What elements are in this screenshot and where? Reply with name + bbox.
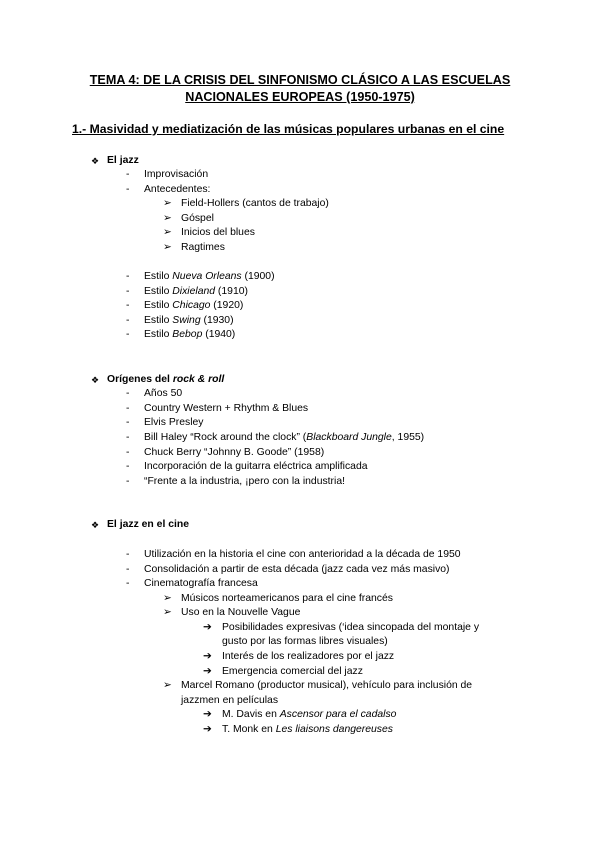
triangle-bullet-icon: ➢ [163, 607, 172, 618]
arrow-bullet-icon: ➔ [203, 651, 212, 662]
style-name: Swing [172, 315, 201, 326]
rock-item: “Frente a la industria, ¡pero con la industria! [144, 476, 345, 487]
rock-heading [107, 373, 224, 386]
jazz-heading: El jazz [107, 155, 139, 166]
francesa-item: Marcel Romano (productor musical), vehículo para inclusión de [181, 680, 473, 691]
dash-bullet: - [126, 286, 130, 297]
rock-item: Elvis Presley [144, 417, 204, 428]
dash-bullet: - [126, 549, 130, 560]
document-title [60, 72, 540, 106]
style-prefix: Estilo [144, 271, 173, 282]
dash-bullet: - [126, 417, 130, 428]
jazz-style-item [144, 285, 248, 298]
dash-bullet: - [126, 564, 130, 575]
cine-item: Utilización en la historia el cine con anterioridad a la década de 1950 [144, 549, 461, 560]
jazz-style-item [144, 299, 243, 312]
dash-bullet: - [126, 315, 130, 326]
cine-item: Consolidación a partir de esta década (jazz cada vez más masivo) [144, 564, 450, 575]
dash-bullet: - [126, 300, 130, 311]
style-year: (1900) [241, 271, 275, 282]
dash-bullet: - [126, 476, 130, 487]
arrow-bullet-icon: ➔ [203, 724, 212, 735]
jazz-style-item [144, 314, 234, 327]
rock-item: Country Western + Rhythm & Blues [144, 403, 309, 414]
triangle-bullet-icon: ➢ [163, 680, 172, 691]
style-prefix: Estilo [144, 329, 173, 340]
dash-bullet: - [126, 432, 130, 443]
dash-bullet: - [126, 578, 130, 589]
francesa-item: Músicos norteamericanos para el cine francés [181, 593, 393, 604]
nouvelle-vague-item: Interés de los realizadores por el jazz [222, 651, 395, 662]
jazz-item-improvisacion: Improvisación [144, 169, 209, 180]
diamond-bullet-icon: ❖ [91, 375, 100, 385]
title-line-1: TEMA 4: DE LA CRISIS DEL SINFONISMO CLÁSICO A LAS ESCUELAS [89, 73, 511, 87]
style-name: Dixieland [172, 286, 216, 297]
francesa-item: Uso en la Nouvelle Vague [181, 607, 301, 618]
monk-prefix: T. Monk en [222, 724, 276, 735]
antecedente-item: Inicios del blues [181, 227, 255, 238]
rock-item: Chuck Berry “Johnny B. Goode” (1958) [144, 447, 325, 458]
romano-item-davis [222, 708, 396, 721]
arrow-bullet-icon: ➔ [203, 622, 212, 633]
rock-item: Años 50 [144, 388, 183, 399]
haley-suffix: , 1955) [391, 432, 425, 443]
style-name: Bebop [172, 329, 203, 340]
triangle-bullet-icon: ➢ [163, 227, 172, 238]
nouvelle-vague-item-cont: gusto por las formas libres visuales) [222, 636, 388, 647]
dash-bullet: - [126, 447, 130, 458]
davis-prefix: M. Davis en [222, 709, 280, 720]
dash-bullet: - [126, 184, 130, 195]
style-year: (1940) [202, 329, 236, 340]
cine-item: Cinematografía francesa [144, 578, 258, 589]
style-prefix: Estilo [144, 315, 173, 326]
triangle-bullet-icon: ➢ [163, 593, 172, 604]
style-year: (1910) [215, 286, 248, 297]
style-prefix: Estilo [144, 286, 173, 297]
monk-film: Les liaisons dangereuses [275, 724, 393, 735]
cine-heading: El jazz en el cine [107, 519, 190, 530]
arrow-bullet-icon: ➔ [203, 666, 212, 677]
dash-bullet: - [126, 329, 130, 340]
rock-item-haley [144, 431, 424, 444]
dash-bullet: - [126, 169, 130, 180]
antecedente-item: Ragtimes [181, 242, 225, 253]
style-prefix: Estilo [144, 300, 173, 311]
jazz-style-item [144, 328, 235, 341]
antecedente-item: Field-Hollers (cantos de trabajo) [181, 198, 329, 209]
jazz-style-item [144, 270, 275, 283]
romano-item-monk [222, 723, 393, 736]
section-1-heading: 1.- Masividad y mediatización de las músicas populares urbanas en el cine [72, 122, 505, 136]
style-name: Chicago [172, 300, 211, 311]
style-name: Nueva Orleans [172, 271, 242, 282]
davis-film: Ascensor para el cadalso [279, 709, 397, 720]
jazz-item-antecedentes: Antecedentes: [144, 184, 211, 195]
dash-bullet: - [126, 461, 130, 472]
dash-bullet: - [126, 271, 130, 282]
haley-film: Blackboard Jungle [306, 432, 392, 443]
nouvelle-vague-item: Posibilidades expresivas (‘idea sincopada del montaje y [222, 622, 480, 633]
dash-bullet: - [126, 388, 130, 399]
triangle-bullet-icon: ➢ [163, 198, 172, 209]
diamond-bullet-icon: ❖ [91, 520, 100, 530]
francesa-item-cont: jazzmen en películas [181, 695, 279, 706]
dash-bullet: - [126, 403, 130, 414]
arrow-bullet-icon: ➔ [203, 709, 212, 720]
rock-heading-italic: rock & roll [172, 374, 225, 385]
style-year: (1920) [210, 300, 244, 311]
antecedente-item: Góspel [181, 213, 214, 224]
style-year: (1930) [200, 315, 234, 326]
rock-heading-prefix: Orígenes del [107, 374, 173, 385]
haley-prefix: Bill Haley “Rock around the clock” ( [144, 432, 307, 443]
triangle-bullet-icon: ➢ [163, 242, 172, 253]
title-line-2: NACIONALES EUROPEAS (1950-1975) [185, 90, 415, 104]
rock-item: Incorporación de la guitarra eléctrica amplificada [144, 461, 368, 472]
diamond-bullet-icon: ❖ [91, 156, 100, 166]
nouvelle-vague-item: Emergencia comercial del jazz [222, 666, 363, 677]
triangle-bullet-icon: ➢ [163, 213, 172, 224]
